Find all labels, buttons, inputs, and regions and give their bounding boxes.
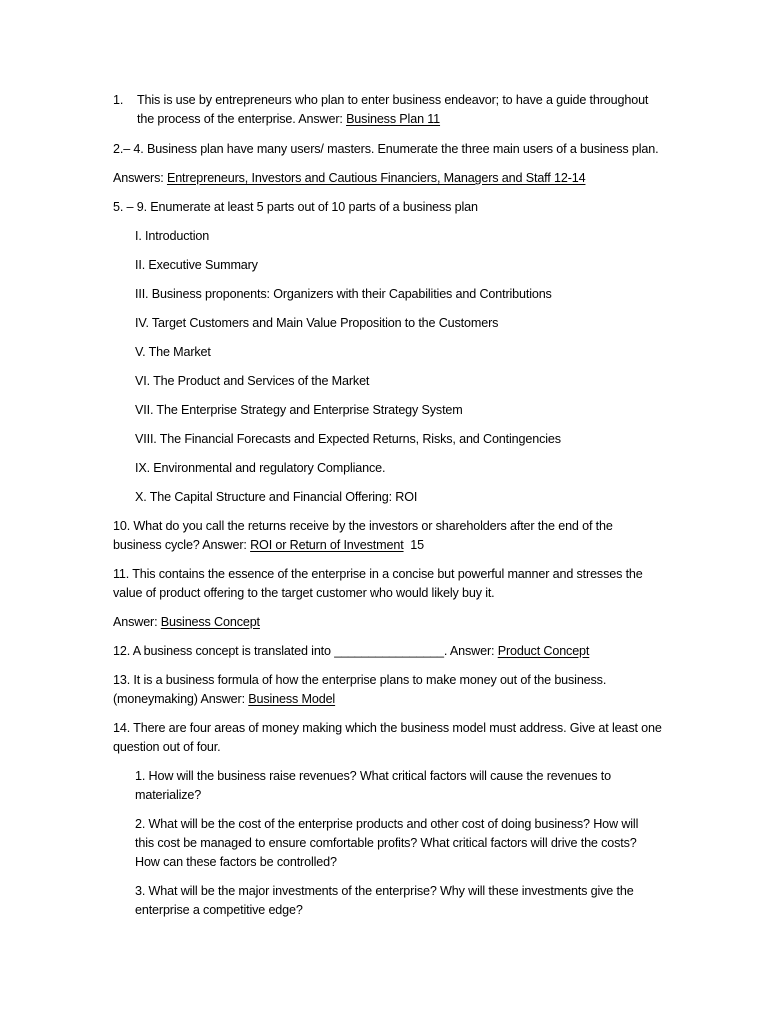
q2-answer-line [113,169,585,188]
q13-line2-prefix: (moneymaking) Answer: [113,692,249,706]
q5-part-7: VII. The Enterprise Strategy and Enterprise Strategy System [135,403,463,417]
q5-part-10: X. The Capital Structure and Financial Offering: ROI [135,490,418,504]
q11-answer-line [113,613,260,632]
q5-part-3: III. Business proponents: Organizers with their Capabilities and Contributions [135,287,552,301]
q5-text: 5. – 9. Enumerate at least 5 parts out of 10 parts of a business plan [113,200,478,214]
q13-line2 [113,690,335,709]
q1-answer: Business Plan 11 [346,112,441,126]
q11-answer: Business Concept [160,615,260,629]
q14-sub3-line2: enterprise a competitive edge? [135,903,303,917]
q5-part-5: V. The Market [135,345,211,359]
q11-line1: 11. This contains the essence of the enterprise in a concise but powerful manner and stresses the [113,567,643,581]
q10-line2-prefix: business cycle? Answer: [113,538,251,552]
q12-line [113,642,589,661]
q5-part-1: I. Introduction [135,229,210,243]
q11-answer-prefix: Answer: [113,615,161,629]
q14-sub2-line1: 2. What will be the cost of the enterprise products and other cost of doing business? How will [135,817,639,831]
q14-sub1-line1: 1. How will the business raise revenues? What critical factors will cause the revenues to [135,769,611,783]
q10-suffix: 15 [403,538,424,552]
q11-line2: value of product offering to the target customer who would likely buy it. [113,586,495,600]
q10-answer: ROI or Return of Investment [250,538,404,552]
q14-sub2-line3: How can these factors be controlled? [135,855,337,869]
q1-line1: This is use by entrepreneurs who plan to enter business endeavor; to have a guide throughout [137,93,649,107]
q14-line2: question out of four. [113,740,221,754]
q13-line1: 13. It is a business formula of how the enterprise plans to make money out of the business. [113,673,607,687]
q14-line1: 14. There are four areas of money making which the business model must address. Give at least one [113,721,662,735]
q2-answer: Entrepreneurs, Investors and Cautious Financiers, Managers and Staff 12-14 [166,171,586,185]
q1-line2-prefix: the process of the enterprise. Answer: [137,112,347,126]
q10-line2 [113,536,424,555]
q5-part-2: II. Executive Summary [135,258,258,272]
q14-sub1-line2: materialize? [135,788,202,802]
q12-answer: Product Concept [497,644,590,658]
q12-prefix: 12. A business concept is translated into ________________. Answer: [113,644,498,658]
q14-sub3-line1: 3. What will be the major investments of the enterprise? Why will these investments give the [135,884,634,898]
q14-sub2-line2: this cost be managed to ensure comfortable profits? What critical factors will drive the costs? [135,836,637,850]
q1-line2 [137,110,440,129]
q13-answer: Business Model [248,692,336,706]
q2-answer-prefix: Answers: [113,171,167,185]
q1-number: 1. [113,93,124,107]
q5-part-9: IX. Environmental and regulatory Compliance. [135,461,386,475]
q5-part-6: VI. The Product and Services of the Market [135,374,370,388]
q5-part-8: VIII. The Financial Forecasts and Expected Returns, Risks, and Contingencies [135,432,561,446]
q10-line1: 10. What do you call the returns receive by the investors or shareholders after the end of the [113,519,613,533]
q5-part-4: IV. Target Customers and Main Value Proposition to the Customers [135,316,499,330]
q2-text: 2.– 4. Business plan have many users/ masters. Enumerate the three main users of a business plan. [113,142,659,156]
